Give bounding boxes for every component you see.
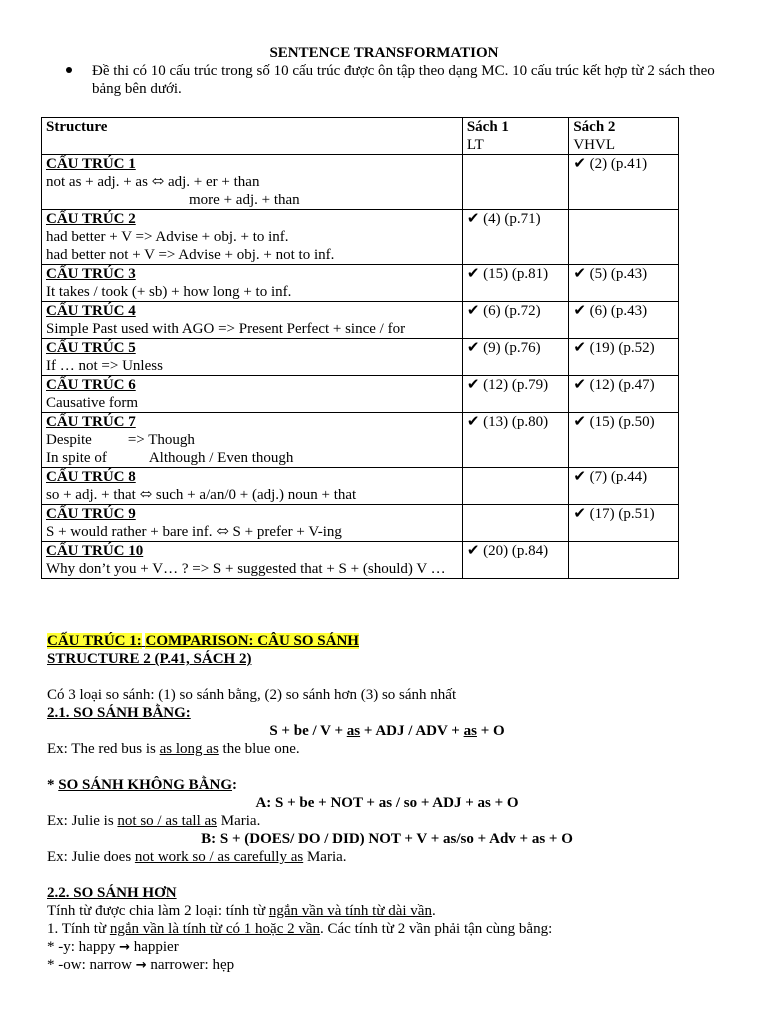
book2-cell: ✔ (7) (p.44) (569, 468, 679, 505)
table-row: CẤU TRÚC 5 If … not => Unless ✔ (9) (p.76) ✔ (19) (p.52) (42, 339, 679, 376)
structure-title: CẤU TRÚC 4 (46, 303, 136, 319)
book1-cell: ✔ (4) (p.71) (462, 210, 569, 265)
table-row: CẤU TRÚC 10 Why don’t you + V… ? => S + suggested that + S + (should) V … ✔ (20) (p.84) (42, 542, 679, 579)
structure-title: CẤU TRÚC 7 (46, 414, 136, 430)
book1-cell (462, 468, 569, 505)
structure-title: CẤU TRÚC 6 (46, 377, 136, 393)
book1-cell: ✔ (20) (p.84) (462, 542, 569, 579)
equal-heading: 2.1. SO SÁNH BẰNG: (47, 705, 191, 721)
formula-b: B: S + (DOES/ DO / DID) NOT + V + as/so + Adv + as + O (201, 831, 573, 847)
structure-title: CẤU TRÚC 1 (46, 156, 136, 172)
book2-cell (569, 542, 679, 579)
book2-cell: ✔ (5) (p.43) (569, 265, 679, 302)
arrow-right-icon: → (135, 958, 147, 973)
table-row: CẤU TRÚC 4 Simple Past used with AGO => Present Perfect + since / for ✔ (6) (p.72) ✔ (6) (p.43) (42, 302, 679, 339)
example-a: Ex: Julie is not so / as tall as Maria. (47, 813, 261, 829)
structure-table (41, 117, 679, 579)
header-structure: Structure (42, 118, 463, 155)
comparative-line-2: 1. Tính từ ngắn vần là tính từ có 1 hoặc 2 vần. Các tính từ 2 vần phải tận cùng bằng: (47, 921, 553, 937)
table-row: CẤU TRÚC 8 so + adj. + that ⬄ such + a/an/0 + (adj.) noun + that ✔ (7) (p.44) (42, 468, 679, 505)
equal-example: Ex: The red bus is as long as the blue one. (47, 741, 300, 757)
book2-cell: ✔ (17) (p.51) (569, 505, 679, 542)
example-b: Ex: Julie does not work so / as carefully as Maria. (47, 849, 347, 865)
header-book2: Sách 2 VHVL (569, 118, 679, 155)
header-book1: Sách 1 LT (462, 118, 569, 155)
book1-cell: ✔ (6) (p.72) (462, 302, 569, 339)
table-row: CẤU TRÚC 3 It takes / took (+ sb) + how long + to inf. ✔ (15) (p.81) ✔ (5) (p.43) (42, 265, 679, 302)
arrow-right-icon: → (119, 940, 130, 955)
book1-cell: ✔ (13) (p.80) (462, 413, 569, 468)
rule-y: * -y: happy → happier (47, 939, 179, 955)
table-row: CẤU TRÚC 6 Causative form ✔ (12) (p.79) ✔ (12) (p.47) (42, 376, 679, 413)
book1-cell (462, 155, 569, 210)
comparative-heading: 2.2. SO SÁNH HƠN (47, 885, 177, 901)
structure-title: CẤU TRÚC 5 (46, 340, 136, 356)
book2-cell: ✔ (6) (p.43) (569, 302, 679, 339)
structure-title: CẤU TRÚC 9 (46, 506, 136, 522)
book2-cell: ✔ (15) (p.50) (569, 413, 679, 468)
section-comparison (47, 632, 727, 974)
book1-cell: ✔ (15) (p.81) (462, 265, 569, 302)
document-title: SENTENCE TRANSFORMATION (269, 45, 499, 61)
rule-ow: * -ow: narrow → narrower: hẹp (47, 957, 235, 973)
structure-title: CẤU TRÚC 8 (46, 469, 136, 485)
book1-cell: ✔ (9) (p.76) (462, 339, 569, 376)
equal-formula: S + be / V + as + ADJ / ADV + as + O (269, 723, 505, 739)
book2-cell (569, 210, 679, 265)
book2-cell: ✔ (12) (p.47) (569, 376, 679, 413)
section-heading: CẤU TRÚC 1: COMPARISON: CÂU SO SÁNH (47, 633, 359, 649)
structure-title: CẤU TRÚC 3 (46, 266, 136, 282)
comparative-line-1: Tính từ được chia làm 2 loại: tính từ ngắn vần và tính từ dài vần. (47, 903, 436, 919)
book2-cell: ✔ (2) (p.41) (569, 155, 679, 210)
book2-cell: ✔ (19) (p.52) (569, 339, 679, 376)
table-row: CẤU TRÚC 2 had better + V => Advise + obj. + to inf. had better not + V => Advise + obj. + not to inf. ✔ (4) (p.71) (42, 210, 679, 265)
structure-title: CẤU TRÚC 10 (46, 543, 144, 559)
book1-cell (462, 505, 569, 542)
section-subheading: STRUCTURE 2 (P.41, SÁCH 2) (47, 651, 252, 667)
bullet-dot (66, 62, 71, 67)
table-header-row (42, 118, 679, 155)
formula-a: A: S + be + NOT + as / so + ADJ + as + O (255, 795, 519, 811)
table-row: CẤU TRÚC 9 S + would rather + bare inf. ⬄ S + prefer + V-ing ✔ (17) (p.51) (42, 505, 679, 542)
not-equal-heading: * SO SÁNH KHÔNG BẰNG: (47, 777, 238, 793)
intro-text: Đề thi có 10 cấu trúc trong số 10 cấu trúc được ôn tập theo dạng MC. 10 cấu trúc kết hợp từ 2 sách theo bảng bên dưới. (92, 63, 715, 97)
table-row: CẤU TRÚC 7 Despite => Though In spite of Although / Even though ✔ (13) (p.80) ✔ (15) (p.50) (42, 413, 679, 468)
table-row: CẤU TRÚC 1 not as + adj. + as ⬄ adj. + er + than more + adj. + than ✔ (2) (p.41) (42, 155, 679, 210)
book1-cell: ✔ (12) (p.79) (462, 376, 569, 413)
comparison-intro: Có 3 loại so sánh: (1) so sánh bằng, (2) so sánh hơn (3) so sánh nhất (47, 687, 457, 703)
structure-title: CẤU TRÚC 2 (46, 211, 136, 227)
